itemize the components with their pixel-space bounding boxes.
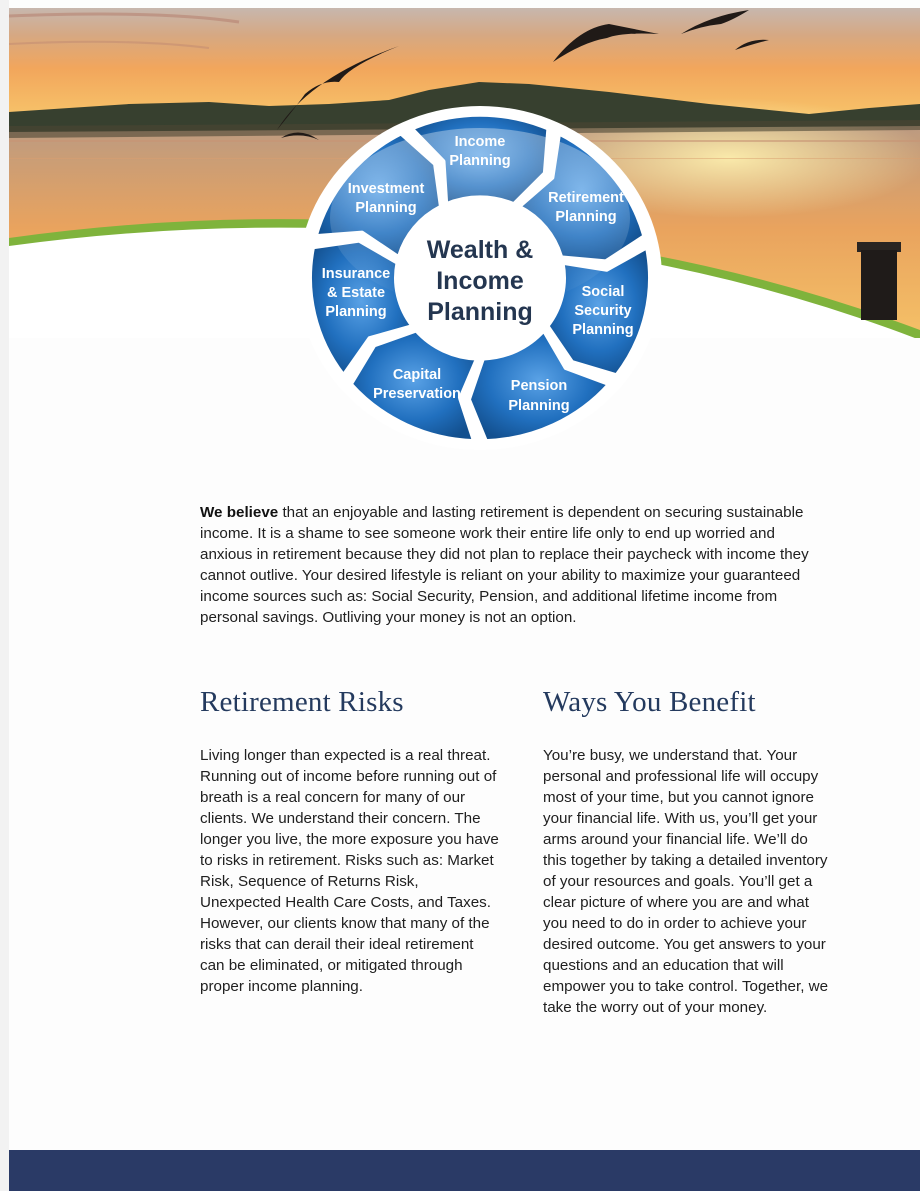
retirement-risks-section [200,686,500,997]
segment-income-line2: Planning [449,153,511,169]
intro-paragraph [200,502,825,628]
intro-lead: We believe [200,504,279,521]
ways-you-benefit-section [543,686,835,1018]
segment-retirement-line1: Retirement [548,190,624,206]
segment-capital-line2: Preservation [373,386,461,402]
ways-you-benefit-body: You’re busy, we understand that. Your personal and professional life will occupy most of your time, but you cannot ignore your financial life. With us, you’ll get your arms around your financial life. We’ll do this together by taking a detailed inventory of your resources and goals. You’ll get a clear picture of where you are and what you need to do in order to achieve your desired outcome. You get answers to your questions and an education that will empower you to take control. Together, we take the worry out of your money. [543,747,829,1016]
segment-investment-line2: Planning [355,200,417,216]
retirement-risks-body: Living longer than expected is a real threat. Running out of income before running out of breath is a real concern for many of our clients. We understand their concern. The longer you live, the more exposure you have to risks in retirement. Risks such as: Market Risk, Sequence of Returns Risk, Unexpected Health Care Costs, and Taxes. However, our clients know that many of the risks that can derail their ideal retirement can be eliminated, or mitigated through proper income planning. [200,747,499,995]
segment-social-security-line2: Security [574,303,632,319]
segment-income-line1: Income [454,134,506,150]
segment-insurance-line3: Planning [325,304,387,320]
planning-wheel-graphic [302,102,682,454]
intro-body: that an enjoyable and lasting retirement is dependent on securing sustainable income. It is a shame to see someone work their entire life only to end up worried and anxious in retirement because they did not plan to replace their paycheck with income they cannot outlive. Your desired lifestyle is reliant on your ability to maximize your guaranteed income sources such as: Social Security, Pension, and additional lifetime income from personal savings. Outliving your money is not an option. [200,504,809,626]
segment-social-security-line1: Social [581,284,625,300]
scan-edge [0,0,9,1191]
segment-insurance-line1: Insurance [321,266,391,282]
wheel-center-line2: Income [436,267,524,295]
dock-post [861,250,897,320]
segment-capital-line1: Capital [392,367,442,383]
ways-you-benefit-heading: Ways You Benefit [543,686,756,718]
wheel-center-line1: Wealth & [426,236,534,264]
planning-wheel [302,102,682,454]
segment-investment-line1: Investment [347,181,425,197]
retirement-risks-heading: Retirement Risks [200,686,404,718]
footer-band [9,1150,920,1191]
segment-insurance-line2: & Estate [326,285,386,301]
segment-social-security-line3: Planning [572,322,634,338]
segment-retirement-line2: Planning [555,209,617,225]
wheel-center-line3: Planning [427,298,533,326]
segment-pension-line1: Pension [510,378,568,394]
segment-pension-line2: Planning [508,398,570,414]
